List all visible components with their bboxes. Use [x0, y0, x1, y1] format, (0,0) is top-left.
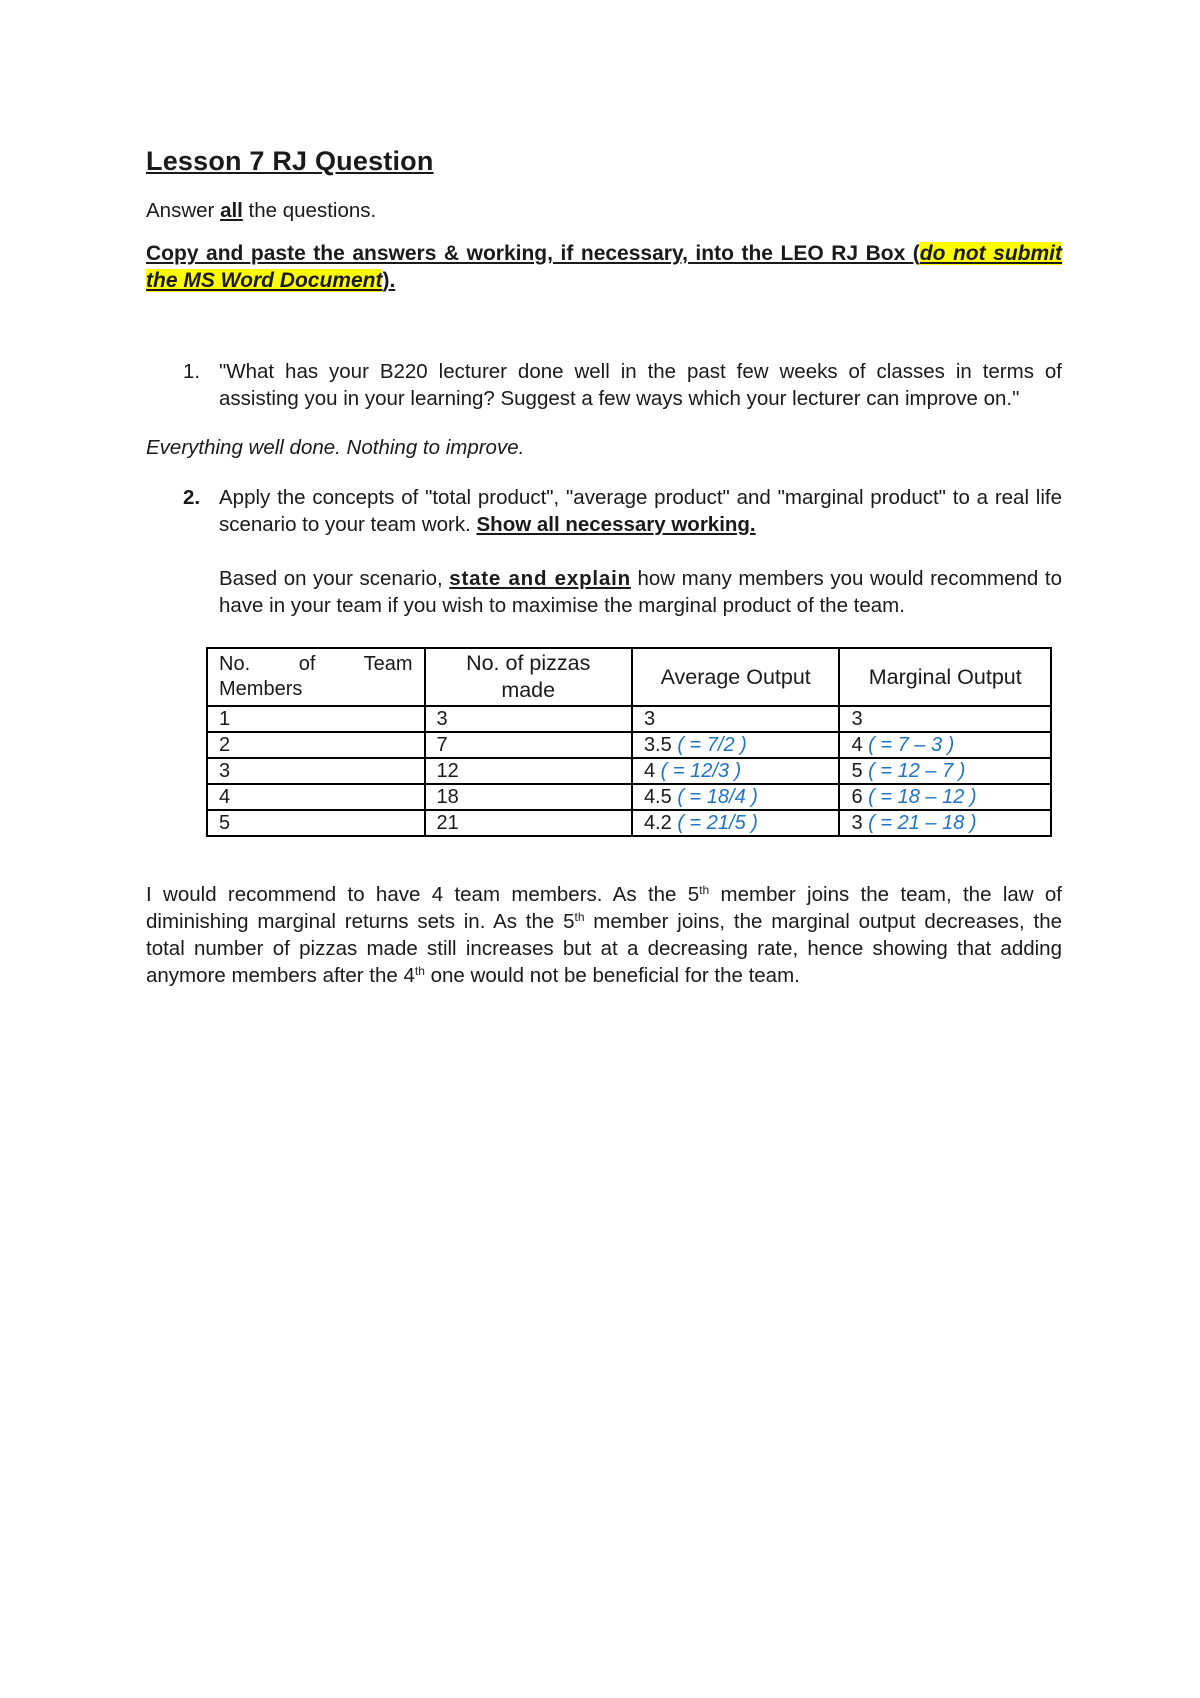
table-body — [207, 706, 1051, 836]
cell-value: 18 — [436, 786, 459, 808]
cell-marginal-output — [839, 732, 1051, 758]
cell-value: 3 — [643, 708, 656, 730]
table-row — [207, 758, 1051, 784]
cell-value: 1 — [219, 708, 231, 730]
cell-pizzas — [425, 706, 632, 732]
answer-all-bold: all — [220, 199, 243, 222]
table-row — [207, 784, 1051, 810]
output-table — [206, 647, 1052, 837]
answer-pre: Answer — [146, 199, 221, 222]
table-header-row — [207, 648, 1051, 706]
question-1-answer: Everything well done. Nothing to improve. — [146, 436, 525, 459]
header-marginal-output: Marginal Output — [839, 648, 1051, 706]
question-2-text: Apply the concepts of "total product", "average product" and "marginal product" to a real life scenario to your team work. — [219, 486, 1062, 536]
cell-members — [207, 810, 425, 836]
table-row — [207, 706, 1051, 732]
cell-marginal-output — [839, 810, 1051, 836]
question-2-part-b — [146, 565, 1062, 619]
cell-pizzas — [425, 732, 632, 758]
superscript-th: th — [414, 964, 425, 978]
cell-average-output — [632, 758, 840, 784]
answer-post: the questions. — [242, 199, 377, 222]
cell-members — [207, 706, 425, 732]
cell-members — [207, 732, 425, 758]
cell-value: 5 — [219, 812, 231, 834]
conclusion-c: member joins, the marginal output decreases, the total number of pizzas made still increases but at a decreasing rate, hence showing that adding anymore members after the 4 — [146, 910, 1062, 987]
conclusion-d: one would not be beneficial for the team. — [424, 964, 800, 987]
conclusion-a: I would recommend to have 4 team members. As the 5 — [146, 883, 700, 906]
cell-value: 3 — [219, 760, 231, 782]
question-2-number: 2. — [183, 486, 201, 509]
superscript-th: th — [574, 910, 585, 924]
cell-value: 3 — [436, 708, 448, 730]
q2b-bold: state and explain — [449, 567, 631, 590]
calculation-note: ( = 7/2 ) — [677, 734, 747, 756]
table-row — [207, 810, 1051, 836]
cell-members — [207, 758, 425, 784]
cell-value: 4.5 — [643, 786, 672, 808]
document-page — [146, 140, 1062, 989]
copy-end: ). — [382, 269, 396, 292]
cell-value: 2 — [219, 734, 231, 756]
header-average-output: Average Output — [632, 648, 840, 706]
cell-average-output — [632, 810, 840, 836]
cell-value: 3.5 — [643, 734, 672, 756]
calculation-note: ( = 21 – 18 ) — [868, 812, 977, 834]
q2b-post: how many members you would recommend to have in your team if you wish to maximise the marginal product of the team. — [219, 567, 1062, 617]
question-2 — [146, 484, 1062, 538]
calculation-note: ( = 12/3 ) — [660, 760, 742, 782]
cell-value: 7 — [436, 734, 448, 756]
calculation-note: ( = 18 – 12 ) — [868, 786, 977, 808]
cell-pizzas — [425, 810, 632, 836]
cell-members — [207, 784, 425, 810]
cell-value: 3 — [851, 708, 863, 730]
q2b-pre: Based on your scenario, — [219, 567, 450, 590]
cell-average-output — [632, 732, 840, 758]
calculation-note: ( = 21/5 ) — [677, 812, 758, 834]
cell-value: 5 — [851, 760, 863, 782]
cell-average-output — [632, 784, 840, 810]
copy-text: Copy and paste the answers & working, if necessary, into the LEO RJ Box ( — [146, 242, 920, 265]
superscript-th: th — [699, 883, 710, 897]
cell-value: 4 — [851, 734, 863, 756]
cell-marginal-output — [839, 706, 1051, 732]
question-1-number: 1. — [183, 360, 201, 383]
table-row — [207, 732, 1051, 758]
cell-value: 4 — [643, 760, 656, 782]
cell-marginal-output — [839, 784, 1051, 810]
cell-pizzas — [425, 784, 632, 810]
conclusion-b: member joins the team, the law of diminishing marginal returns sets in. As the 5 — [146, 883, 1063, 933]
question-2-bold: Show all necessary working. — [476, 513, 756, 536]
calculation-note: ( = 7 – 3 ) — [868, 734, 955, 756]
header-team-members: No. of Team Members — [207, 648, 425, 706]
question-1-text: "What has your B220 lecturer done well in the past few weeks of classes in terms of assisting you in your learning? Suggest a few ways which your lecturer can improve on." — [219, 360, 1062, 410]
cell-value: 6 — [851, 786, 863, 808]
cell-value: 3 — [851, 812, 863, 834]
cell-value: 4 — [219, 786, 231, 808]
answer-all-instruction — [146, 197, 1062, 224]
highlighted-warning: do not submit the MS Word Document — [146, 242, 1062, 292]
conclusion-paragraph — [146, 881, 1062, 989]
cell-pizzas — [425, 758, 632, 784]
cell-marginal-output — [839, 758, 1051, 784]
cell-value: 12 — [436, 760, 459, 782]
calculation-note: ( = 18/4 ) — [677, 786, 758, 808]
cell-value: 4.2 — [643, 812, 672, 834]
copy-paste-instruction — [146, 240, 1062, 294]
header-pizzas: No. of pizzas made — [425, 648, 632, 706]
question-1 — [146, 358, 1062, 412]
cell-value: 21 — [436, 812, 459, 834]
page-title: Lesson 7 RJ Question — [146, 146, 434, 176]
cell-average-output — [632, 706, 840, 732]
calculation-note: ( = 12 – 7 ) — [868, 760, 966, 782]
